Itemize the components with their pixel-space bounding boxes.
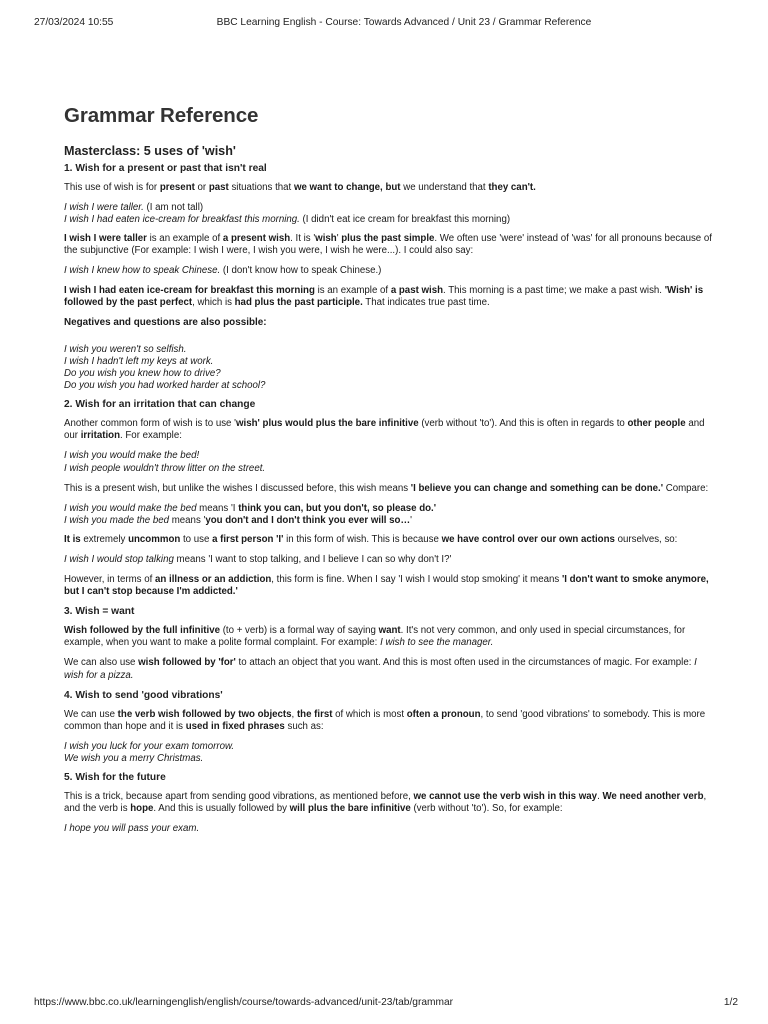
section-1-examples: I wish you weren't so selfish. I wish I hadn't left my keys at work. Do you wish you knew how to drive? Do you wish you had worked harder at school?	[64, 343, 266, 392]
section-1-paragraph: I wish I were taller is an example of a present wish. It is 'wish' plus the past simple. We often use 'were' instead of 'was' for all pronouns because of the subjunctive (For example: I wish I were, I wish you were, I wish he were...). I could also say:	[64, 233, 712, 257]
section-1-paragraph: This use of wish is for present or past situations that we want to change, but we understand that they can't.	[64, 182, 536, 193]
section-2-paragraph: This is a present wish, but unlike the wishes I discussed before, this wish means 'I believe you can change and something can be done.' Compare:	[64, 482, 709, 494]
section-1-examples: I wish I were taller. (I am not tall) I wish I had eaten ice-cream for breakfast this morning. (I didn't eat ice cream for breakfast this morning)	[64, 202, 511, 226]
section-2-examples: I wish you would make the bed! I wish people wouldn't throw litter on the street.	[64, 450, 266, 474]
section-2-paragraph: It is extremely uncommon to use a first person 'I' in this form of wish. This is because we have control over our own actions ourselves, so:	[64, 533, 678, 545]
print-url: https://www.bbc.co.uk/learningenglish/english/course/towards-advanced/unit-23/tab/grammar	[34, 997, 454, 1008]
section-2-paragraph: Another common form of wish is to use 'wish' plus would plus the bare infinitive (verb without 'to'). And this is often in regards to other people and our irritation. For example:	[64, 418, 705, 442]
section-3-heading: 3. Wish = want	[64, 606, 135, 618]
print-page-title: BBC Learning English - Course: Towards Advanced / Unit 23 / Grammar Reference	[216, 17, 592, 28]
print-page-number: 1/2	[723, 997, 738, 1008]
section-2-heading: 2. Wish for an irritation that can change	[64, 399, 256, 411]
section-3	[64, 606, 714, 681]
section-1-note: Negatives and questions are also possible:	[64, 316, 267, 328]
section-5-paragraph: This is a trick, because apart from sending good vibrations, as mentioned before, we cannot use the verb wish in this way. We need another verb, and the verb is hope. And this is usually followed by will plus the bare infinitive (verb without 'to'). So, for example:	[64, 791, 707, 815]
section-2-paragraph: However, in terms of an illness or an addiction, this form is fine. When I say 'I wish I would stop smoking' it means 'I don't want to smoke anymore, but I can't stop because I'm addicted.'	[64, 574, 709, 598]
section-1-paragraph: I wish I had eaten ice-cream for breakfast this morning is an example of a past wish. This morning is a past time; we make a past wish. 'Wish' is followed by the past perfect, which is had plus the past participle. That indicates true past time.	[64, 284, 704, 308]
grammar-content	[64, 104, 714, 842]
section-1	[64, 163, 714, 392]
section-1-examples: I wish I knew how to speak Chinese. (I don't know how to speak Chinese.)	[64, 265, 382, 277]
page-title: Grammar Reference	[64, 104, 259, 127]
print-date: 27/03/2024 10:55	[34, 17, 114, 28]
section-2-examples: I wish you would make the bed means 'I think you can, but you don't, so please do.' I wish you made the bed means 'you don't and I don't think you ever will so…'	[64, 502, 437, 526]
section-4-paragraph: We can use the verb wish followed by two objects, the first of which is most often a pronoun, to send 'good vibrations' to somebody. This is more common than hope and it is used in fixed phrases such as:	[64, 708, 706, 732]
section-5-examples: I hope you will pass your exam.	[64, 823, 200, 835]
section-5	[64, 772, 714, 835]
section-4-examples: I wish you luck for your exam tomorrow. We wish you a merry Christmas.	[64, 740, 235, 764]
section-5-heading: 5. Wish for the future	[64, 772, 166, 783]
masterclass-subtitle: Masterclass: 5 uses of 'wish'	[64, 144, 236, 158]
section-3-paragraph: Wish followed by the full infinitive (to + verb) is a formal way of saying want. It's not very common, and only used in special circumstances, for example, when you want to make a polite formal complaint. For example: I wish to see the manager.	[64, 625, 686, 649]
section-1-heading: 1. Wish for a present or past that isn't real	[64, 163, 267, 174]
section-4	[64, 690, 714, 765]
section-2-examples: I wish I would stop talking means 'I want to stop talking, and I believe I can so why don't I?'	[64, 553, 452, 565]
section-3-paragraph: We can also use wish followed by 'for' to attach an object that you want. And this is most often used in the circumstances of magic. For example: I wish for a pizza.	[64, 657, 697, 681]
section-4-heading: 4. Wish to send 'good vibrations'	[64, 689, 223, 701]
section-2	[64, 399, 714, 598]
